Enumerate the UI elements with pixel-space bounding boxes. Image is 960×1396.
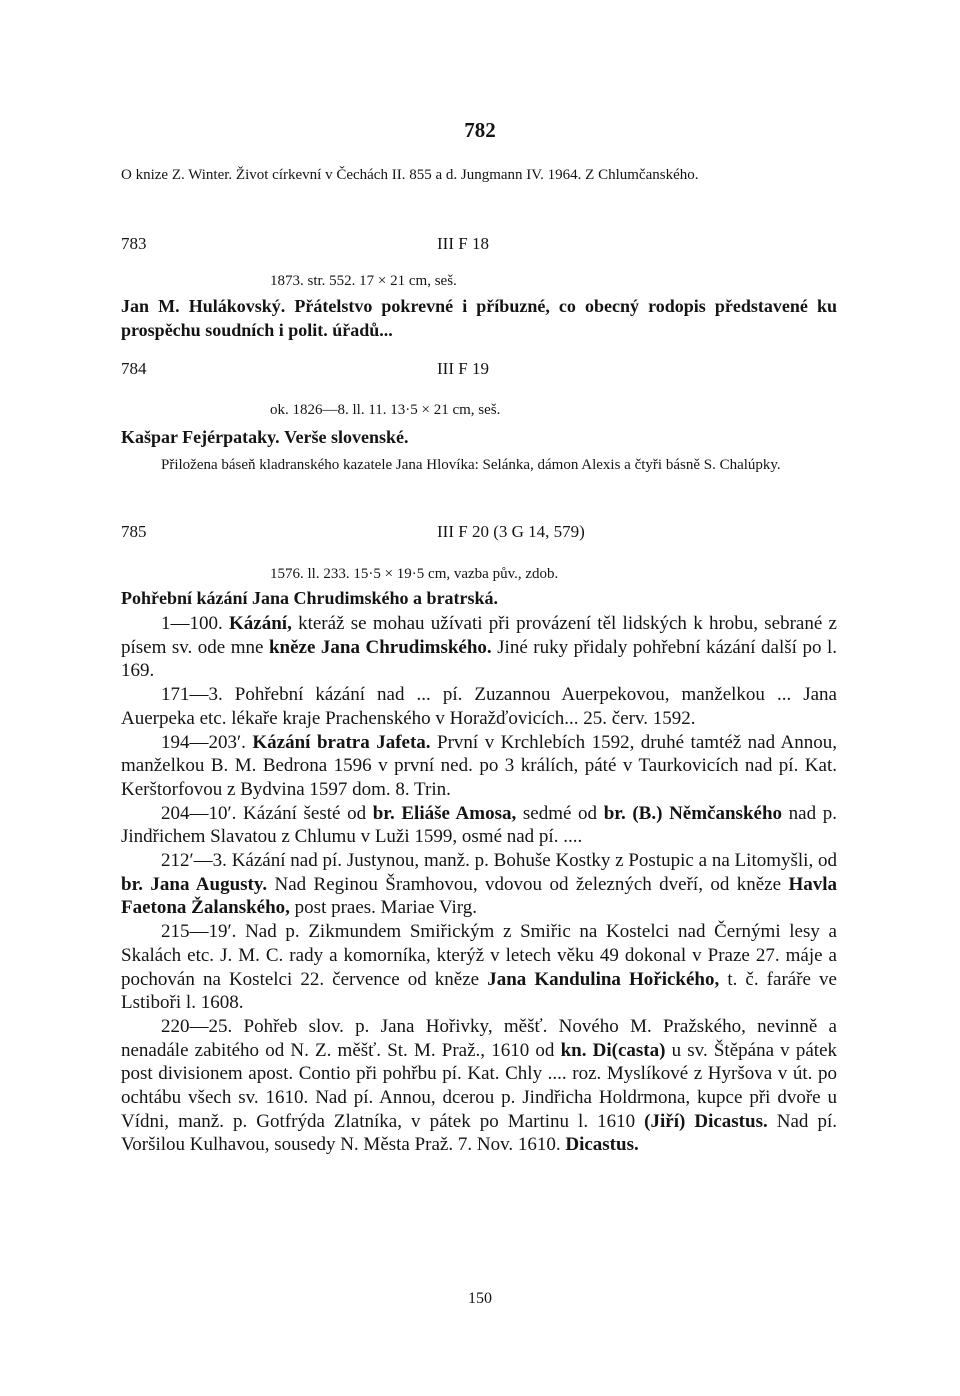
entry-783-description: [121, 294, 837, 342]
entry-783-number: 783: [121, 234, 147, 253]
entry-785-contents: [121, 612, 837, 1157]
page-number-top: 782: [464, 118, 496, 142]
content-paragraph: 194—203′. Kázání bratra Jafeta. První v Krchlebích 1592, druhé tamtéž nad Annou, manželkou B. M. Bedrona 1596 v první ned. po 3 králích, páté v Taurkovicích nad pí. Kat. Kerštorfovou z Bydvina 1597 dom. 8. Trin.: [121, 731, 838, 800]
intro-note: O knize Z. Winter. Život církevní v Čechách II. 855 a d. Jungmann IV. 1964. Z Chlumčanského.: [121, 167, 699, 183]
entry-784-meta: ok. 1826—8. ll. 11. 13·5 × 21 cm, seš.: [270, 402, 501, 418]
content-paragraph: 204—10′. Kázání šesté od br. Eliáše Amosa, sedmé od br. (B.) Němčanského nad p. Jindřichem Slavatou z Chlumu v Luži 1599, osmé nad pí. ....: [121, 802, 838, 848]
content-paragraph: 215—19′. Nad p. Zikmundem Smiřickým z Smiřic na Kostelci nad Černými lesy a Skalách etc. J. M. C. rady a komorníka, kterýž v letech věku 49 dokonal v Praze 27. máje a pochován na Kostelci 22. července od kněze Jana Kandulina Hořického, t. č. faráře ve Lstiboři l. 1608.: [121, 921, 837, 1014]
content-paragraph: 212′—3. Kázání nad pí. Justynou, manž. p. Bohuše Kostky z Postupic a na Litomyšli, od br. Jana Augusty. Nad Reginou Šramhovou, vdovou od železných dveří, od kněze Havla Faetona Žalanského, post praes. Mariae Virg.: [121, 850, 837, 919]
content-paragraph: 1—100. Kázání, kteráž se mohau užívati při provázení těl lidských k hrobu, sebrané z písem sv. ode mne kněze Jana Chrudimského. Jiné ruky přidaly pohřební kázání další po l. 169.: [121, 613, 837, 682]
entry-784-number: 784: [121, 359, 147, 378]
entry-784-author: Kašpar Fejérpataky.: [121, 427, 280, 447]
entry-785-signature: III F 20 (3 G 14, 579): [437, 522, 585, 541]
page-number-bottom: 150: [468, 1290, 492, 1307]
entry-785-number: 785: [121, 522, 147, 541]
entry-783-author: Jan M. Hulákovský.: [121, 296, 286, 316]
content-paragraph: 171—3. Pohřební kázání nad ... pí. Zuzannou Auerpekovou, manželkou ... Jana Auerpeka etc. lékaře kraje Prachenského v Horažďovicích... 25. červ. 1592.: [121, 684, 837, 729]
entry-784-signature: III F 19: [437, 359, 489, 378]
entry-784-note: Přiložena báseň kladranského kazatele Jana Hlovíka: Selánka, dámon Alexis a čtyři básně S. Chalúpky.: [161, 457, 781, 473]
entry-784-title: Verše slovenské.: [284, 427, 409, 447]
entry-783-title: Přátelstvo pokrevné i příbuzné, co obecný rodopis představené ku prospěchu soudních i polit. úřadů...: [121, 296, 838, 340]
entry-785-meta: 1576. ll. 233. 15·5 × 19·5 cm, vazba pův., zdob.: [270, 566, 559, 582]
entry-785-title: Pohřební kázání Jana Chrudimského a bratrská.: [121, 588, 499, 608]
content-paragraph: 220—25. Pohřeb slov. p. Jana Hořivky, měšť. Nového M. Pražského, nevinně a nenadále zabitého od N. Z. měšť. St. M. Praž., 1610 od kn. Di(casta) u sv. Štěpána v pátek post divisionem apost. Contio při pohřbu pí. Kat. Chly .... roz. Myslíkové z Hyršova v út. po ochtábu všech sv. 1610. Nad pí. Annou, dcerou p. Jindřicha Holdrmona, kupce při dvoře u Vídni, manž. p. Gotfrýda Zlatníka, v pátek po Martinu l. 1610 (Jiří) Dicastus. Nad pí. Voršilou Kulhavou, sousedy N. Města Praž. 7. Nov. 1610. Dicastus.: [121, 1015, 838, 1156]
entry-783-meta: 1873. str. 552. 17 × 21 cm, seš.: [270, 273, 457, 289]
entry-784-description: [121, 425, 837, 449]
entry-783-signature: III F 18: [437, 234, 489, 253]
